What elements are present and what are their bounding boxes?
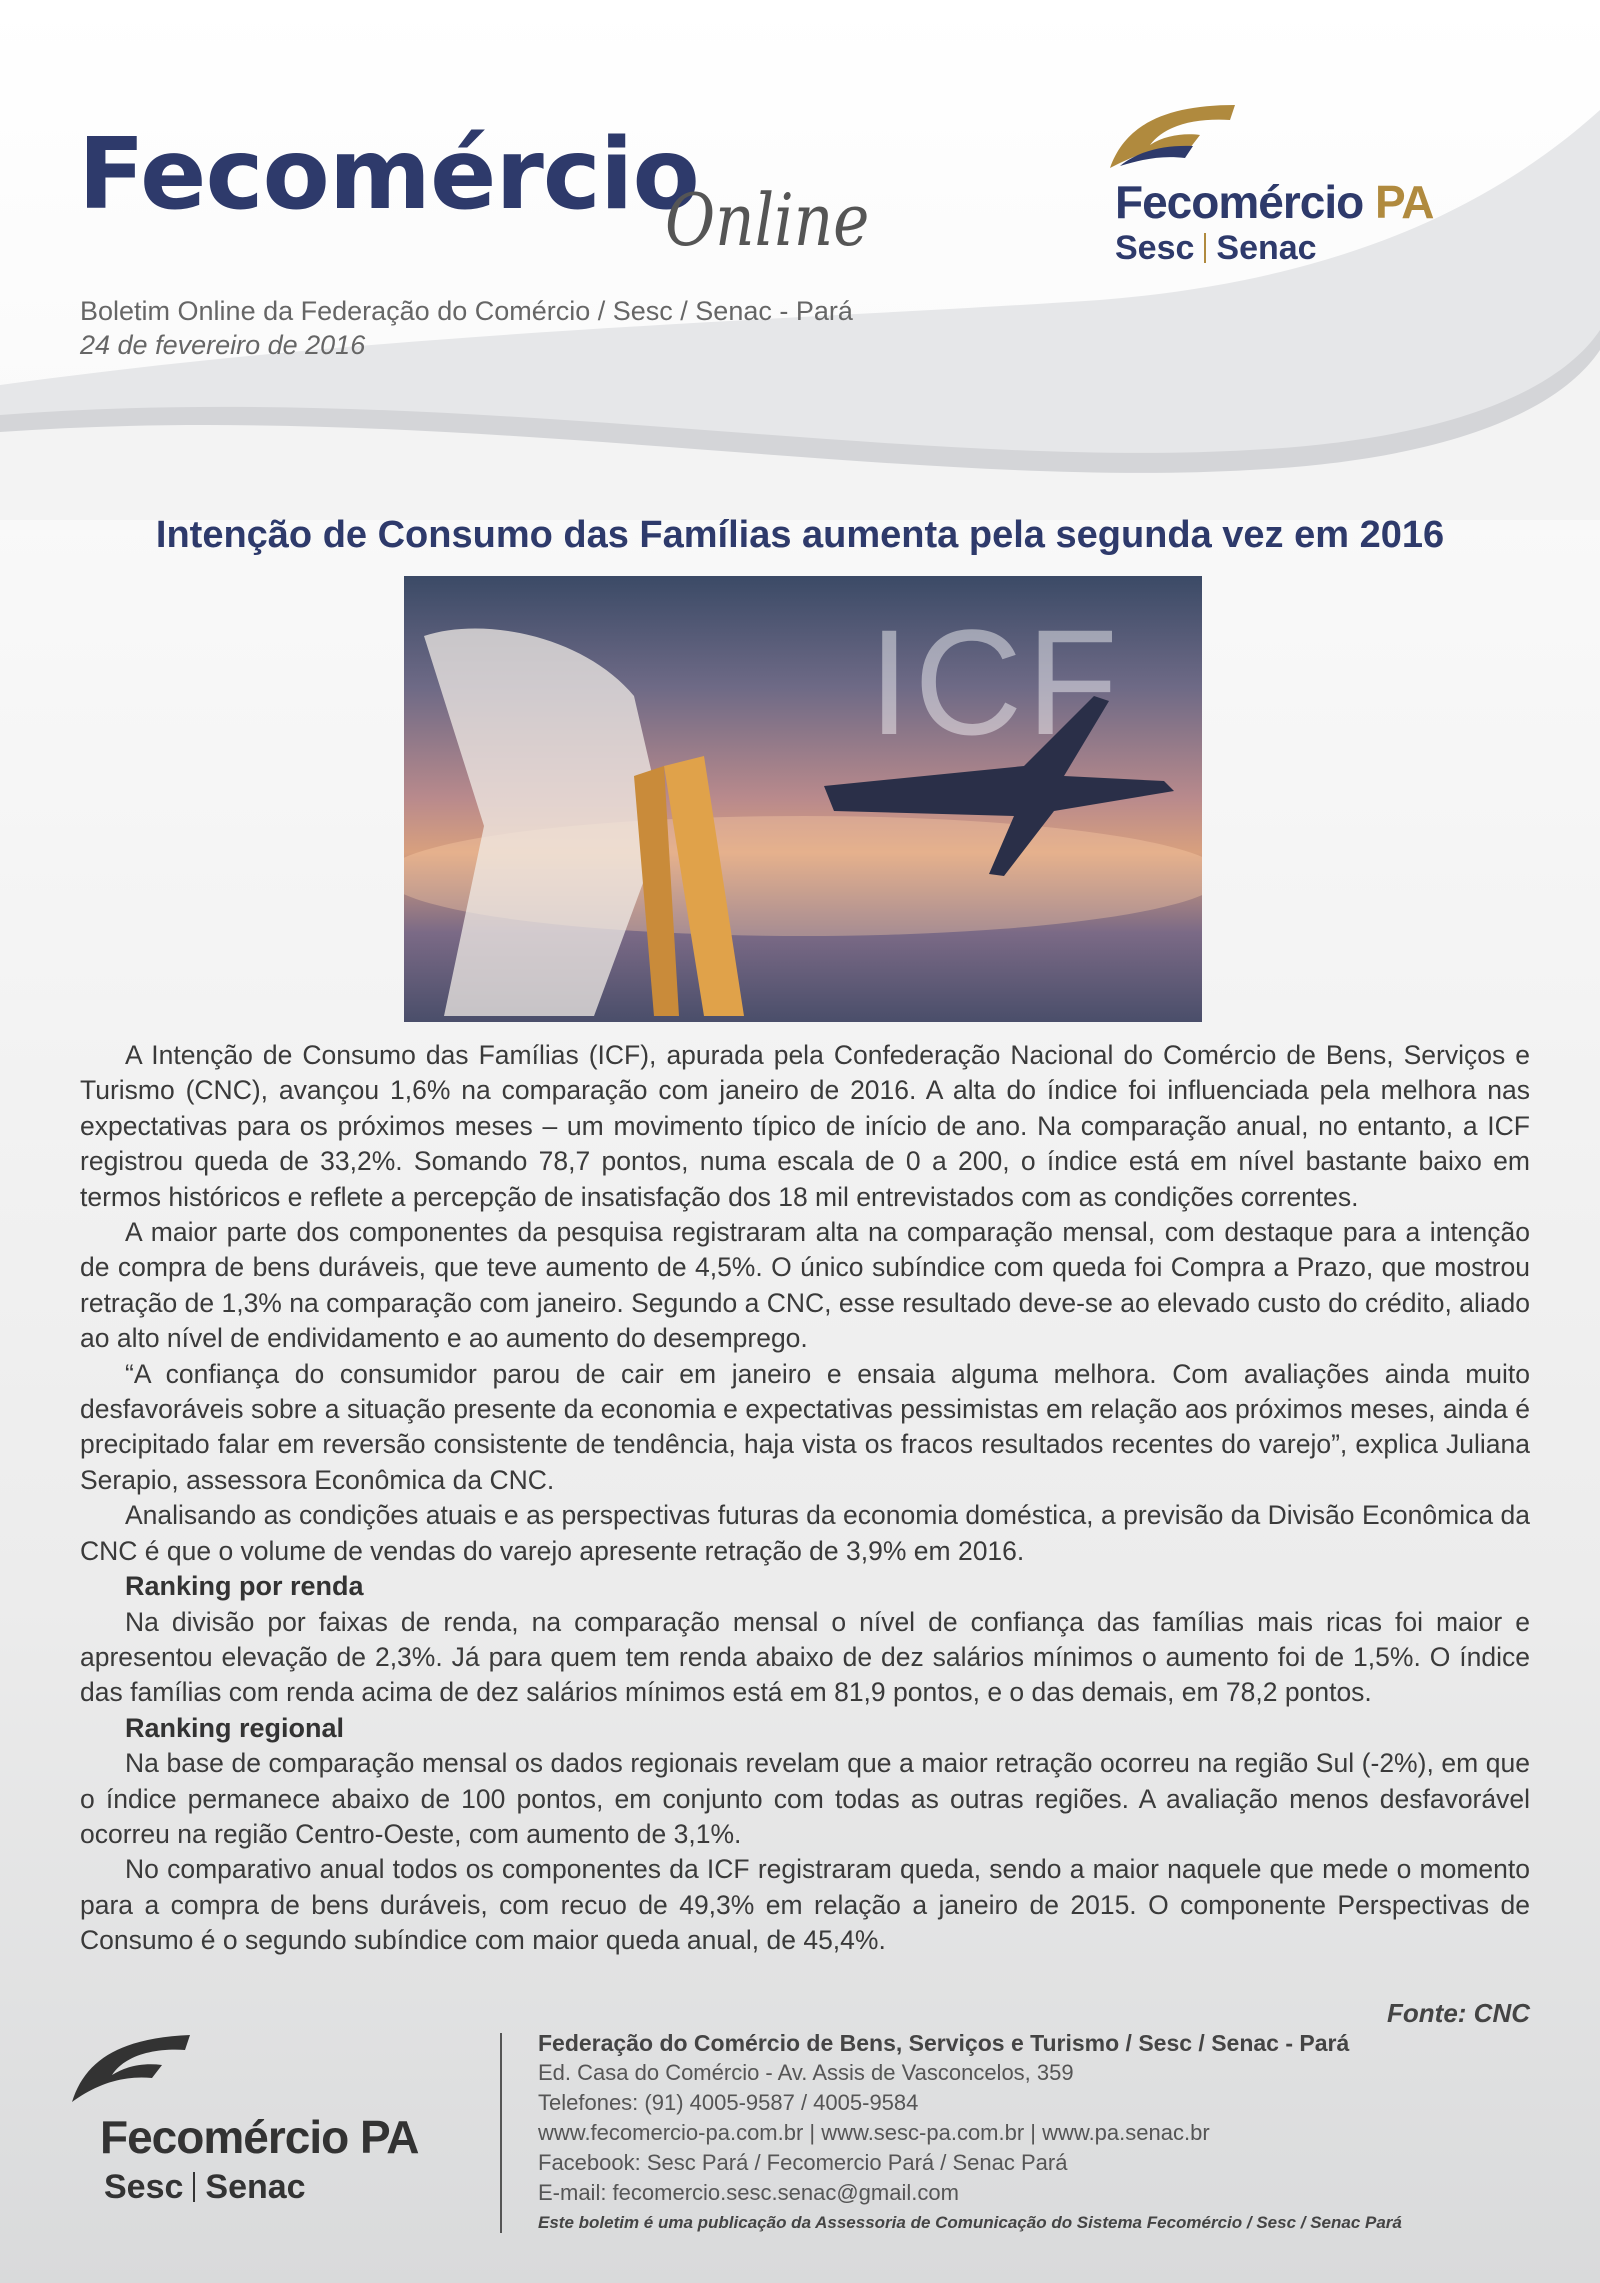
fecomercio-pa-logo — [1115, 100, 1434, 268]
footer-org: Federação do Comércio de Bens, Serviços e Turismo / Sesc / Senac - Pará — [538, 2030, 1350, 2056]
icf-label: ICF — [868, 598, 1122, 766]
masthead-title: Fecomércio — [78, 118, 699, 232]
footer-logo — [70, 2030, 419, 2207]
logo-suffix: PA — [360, 2111, 419, 2163]
footer-facebook: Facebook: Sesc Pará / Fecomercio Pará / Senac Pará — [538, 2150, 1068, 2175]
logo-senac: Senac — [1216, 229, 1317, 267]
logo-name: Fecomércio — [100, 2111, 349, 2163]
footer-note: Este boletim é uma publicação da Assessoria de Comunicação do Sistema Fecomércio / Sesc / Senac Pará — [538, 2213, 1402, 2232]
logo-name: Fecomércio — [1115, 176, 1364, 228]
section-heading-renda: Ranking por renda — [125, 1571, 364, 1602]
wing-icon — [1105, 100, 1245, 170]
section-heading-regional: Ranking regional — [125, 1712, 345, 1743]
footer-email[interactable]: E-mail: fecomercio.sesc.senac@gmail.com — [538, 2180, 959, 2205]
paragraph: A Intenção de Consumo das Famílias (ICF), apurada pela Confederação Nacional do Comércio de Bens, Serviços e Turismo (CNC), avançou 1,6% na comparação com janeiro de 2016. A alta do índice foi influenciada pela melhora nas expectativas para os próximos meses – um movimento típico de início de ano. Na comparação anual, no entanto, a ICF registrou queda de 33,2%. Somando 78,7 pontos, numa escala de 0 a 200, o índice está em nível bastante baixo em termos históricos e reflete a percepção de insatisfação dos 18 mil entrevistados com as condições correntes. — [80, 1040, 1530, 1212]
paragraph: Na base de comparação mensal os dados regionais revelam que a maior retração ocorreu na região Sul (-2%), em que o índice permanece abaixo de 100 pontos, em conjunto com todas as outras regiões. A avaliação menos desfavorável ocorreu na região Centro-Oeste, com aumento de 3,1%. — [80, 1748, 1530, 1849]
footer-websites[interactable]: www.fecomercio-pa.com.br | www.sesc-pa.com.br | www.pa.senac.br — [538, 2120, 1210, 2145]
logo-sesc: Sesc — [1115, 229, 1195, 267]
paragraph: “A confiança do consumidor parou de cair em janeiro e ensaia alguma melhora. Com avaliações ainda muito desfavoráveis sobre a situação presente da economia e expectativas pessimistas em relação aos próximos meses, ainda é precipitado falar em reversão consistente de tendência, haja vista os fracos resultados recentes do varejo”, explica Juliana Serapio, assessora Econômica da CNC. — [80, 1358, 1530, 1495]
publication-date: 24 de fevereiro de 2016 — [80, 330, 366, 360]
logo-sesc: Sesc — [104, 2168, 184, 2206]
article-body — [80, 1038, 1530, 1959]
footer-phones: Telefones: (91) 4005-9587 / 4005-9584 — [538, 2090, 919, 2115]
masthead-script: Online — [665, 178, 870, 262]
logo-suffix: PA — [1375, 176, 1434, 228]
icf-illustration — [404, 576, 1202, 1022]
paragraph: Analisando as condições atuais e as perspectivas futuras da economia doméstica, a previsão da Divisão Econômica da CNC é que o volume de vendas do varejo apresente retração de 3,9% em 2016. — [80, 1500, 1530, 1566]
logo-senac: Senac — [205, 2168, 306, 2206]
article-source: Fonte: CNC — [1387, 1998, 1530, 2028]
masthead-subtitle: Boletim Online da Federação do Comércio / Sesc / Senac - Pará — [80, 296, 853, 326]
footer-contact — [538, 2028, 1402, 2238]
paragraph: No comparativo anual todos os componentes da ICF registraram queda, sendo a maior naquele que mede o momento para a compra de bens duráveis, com recuo de 49,3% em relação a janeiro de 2015. O componente Perspectivas de Consumo é o segundo subíndice com maior queda anual, de 45,4%. — [80, 1854, 1530, 1956]
footer-address: Ed. Casa do Comércio - Av. Assis de Vasconcelos, 359 — [538, 2060, 1074, 2085]
article-headline: Intenção de Consumo das Famílias aumenta pela segunda vez em 2016 — [155, 514, 1445, 556]
paragraph: A maior parte dos componentes da pesquisa registraram alta na comparação mensal, com destaque para a intenção de compra de bens duráveis, que teve aumento de 4,5%. O único subíndice com queda foi Compra a Prazo, que mostrou retração de 1,3% na comparação com janeiro. Segundo a CNC, esse resultado deve-se ao elevado custo do crédito, aliado ao alto nível de endividamento e ao aumento do desemprego. — [80, 1217, 1530, 1354]
footer-divider — [500, 2033, 502, 2233]
paragraph: Na divisão por faixas de renda, na comparação mensal o nível de confiança das famílias mais ricas foi maior e apresentou elevação de 2,3%. Já para quem tem renda abaixo de dez salários mínimos o aumento foi de 1,5%. O índice das famílias com renda acima de dez salários mínimos está em 81,9 pontos, e o das demais, em 78,2 pontos. — [80, 1606, 1530, 1708]
wing-icon — [70, 2030, 200, 2105]
